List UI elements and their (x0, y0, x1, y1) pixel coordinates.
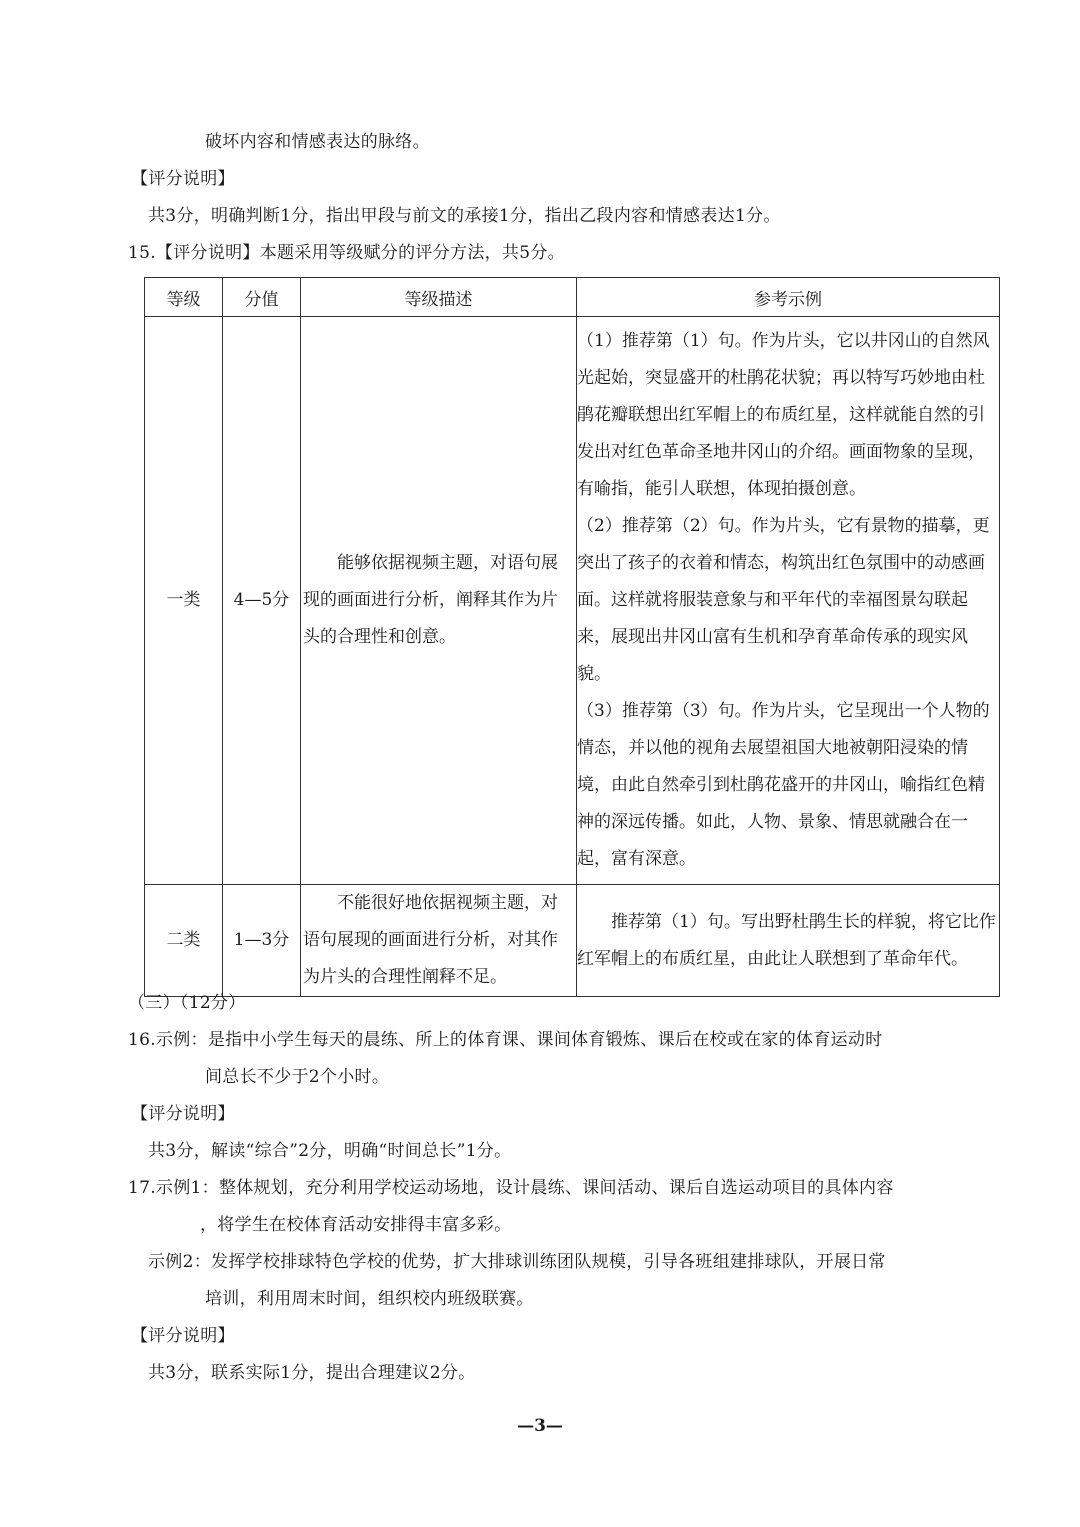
header-example: 参考示例 (577, 278, 1000, 317)
question-17-example-1-line-2: ，将学生在校体育活动安排得丰富多彩。 (200, 1215, 512, 1235)
grading-table (144, 277, 1000, 997)
example-paragraph: （1）推荐第（1）句。作为片头，它以井冈山的自然风光起始，突显盛开的杜鹃花状貌；再以特写巧妙地由杜鹃花瓣联想出红军帽上的布质红星，这样就能自然的引发出对红色革命圣地井冈山的介绍。画面物象的呈现，有喻指，能引人联想，体现拍摄创意。 (577, 331, 990, 499)
section-three-label: （三）（12分） (128, 993, 246, 1013)
question-16-line-2: 间总长不少于2个小时。 (205, 1067, 390, 1087)
example-paragraph: （2）推荐第（2）句。作为片头，它有景物的描摹，更突出了孩子的衣着和情态，构筑出红色氛围中的动感画面。这样就将服装意象与和平年代的幸福图景勾联起来，展现出井冈山富有生机和孕育革命传承的现实风貌。 (577, 516, 990, 684)
description-cell: 能够依据视频主题，对语句展现的画面进行分析，阐释其作为片头的合理性和创意。 (301, 317, 577, 885)
example-cell (577, 317, 1000, 885)
question-17-example-2-line-2: 培训，利用周末时间，组织校内班级联赛。 (205, 1289, 534, 1309)
table-header-row (145, 278, 1000, 317)
score-cell: 1—3分 (223, 885, 301, 997)
scoring-text: 共3分，联系实际1分，提出合理建议2分。 (148, 1363, 476, 1383)
scoring-text: 共3分，明确判断1分，指出甲段与前文的承接1分，指出乙段内容和情感表达1分。 (148, 206, 781, 226)
header-description: 等级描述 (301, 278, 577, 317)
question-16-line-1: 16.示例：是指中小学生每天的晨练、所上的体育课、课间体育锻炼、课后在校或在家的体育运动时 (128, 1030, 883, 1050)
example-paragraph: 推荐第（1）句。写出野杜鹃生长的样貌，将它比作红军帽上的布质红星，由此让人联想到了革命年代。 (577, 911, 996, 969)
grade-cell: 二类 (145, 885, 223, 997)
scoring-text: 共3分，解读“综合”2分，明确“时间总长”1分。 (148, 1141, 512, 1161)
score-cell: 4—5分 (223, 317, 301, 885)
example-cell (577, 885, 1000, 997)
example-paragraph: （3）推荐第（3）句。作为片头，它呈现出一个人物的情态，并以他的视角去展望祖国大地被朝阳浸染的情境，由此自然牵引到杜鹃花盛开的井冈山，喻指红色精神的深远传播。如此，人物、景象、情思就融合在一起，富有深意。 (577, 701, 990, 869)
continuation-text: 破坏内容和情感表达的脉络。 (205, 132, 430, 152)
table-row (145, 317, 1000, 885)
page-number: —3— (517, 1416, 563, 1436)
scoring-header: 【评分说明】 (131, 1104, 235, 1124)
header-grade: 等级 (145, 278, 223, 317)
question-17-example-1-line-1: 17.示例1：整体规划，充分利用学校运动场地，设计晨练、课间活动、课后自选运动项目的具体内容 (128, 1178, 894, 1198)
question-17-example-2-line-1: 示例2：发挥学校排球特色学校的优势，扩大排球训练团队规模，引导各班组建排球队，开展日常 (148, 1252, 886, 1272)
header-score: 分值 (223, 278, 301, 317)
grade-cell: 一类 (145, 317, 223, 885)
table-row (145, 885, 1000, 997)
question-15-intro: 15.【评分说明】本题采用等级赋分的评分方法，共5分。 (128, 243, 565, 263)
scoring-header: 【评分说明】 (131, 169, 235, 189)
scoring-header: 【评分说明】 (131, 1326, 235, 1346)
description-cell: 不能很好地依据视频主题，对语句展现的画面进行分析，对其作为片头的合理性阐释不足。 (301, 885, 577, 997)
